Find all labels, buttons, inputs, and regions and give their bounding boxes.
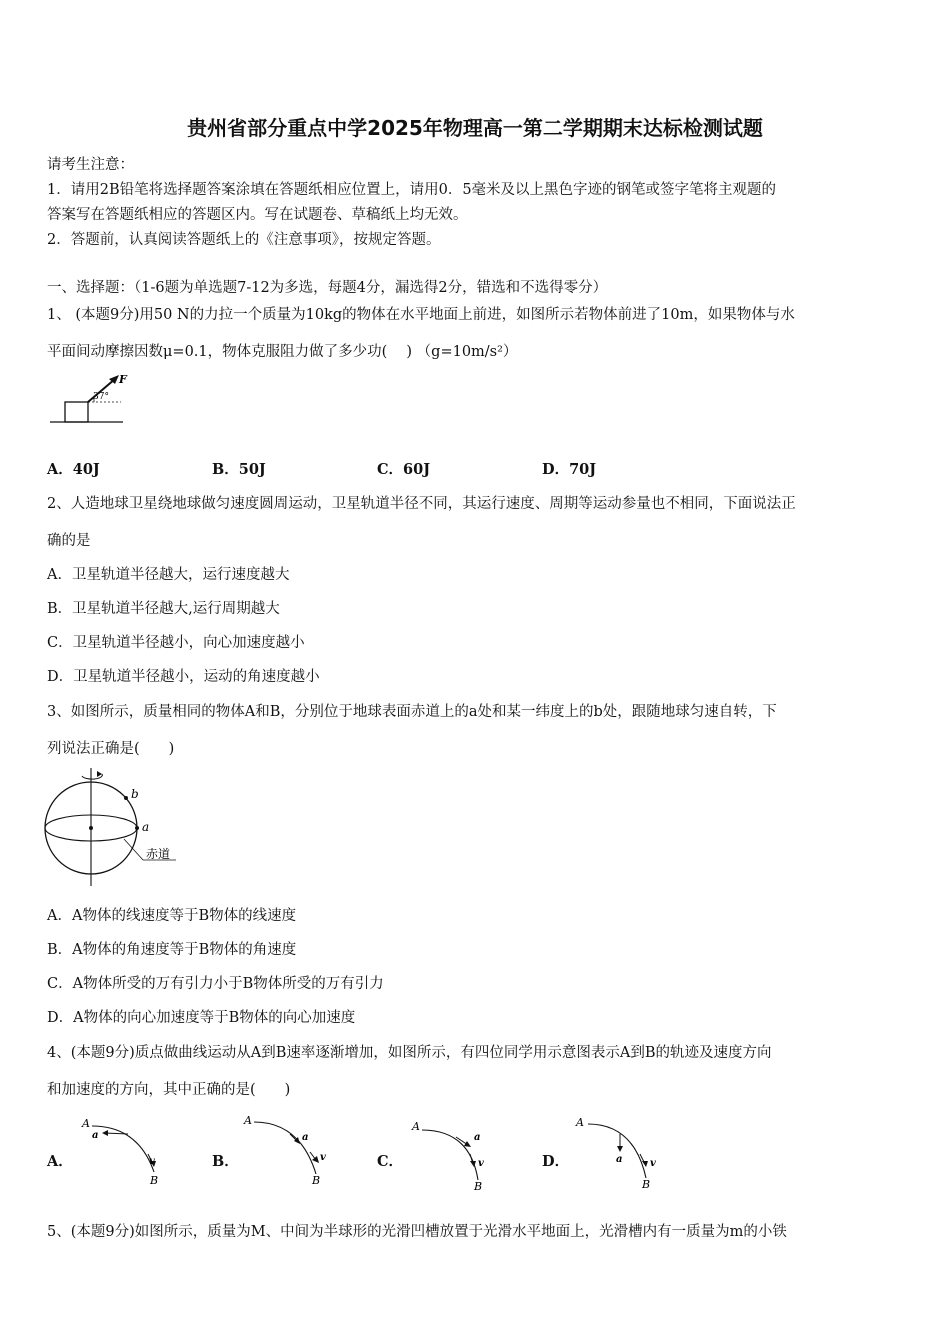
q4d-label-v: v xyxy=(650,1158,656,1169)
q4a-label-a: a xyxy=(92,1130,99,1141)
q3-fig-label-equator: 赤道 xyxy=(146,847,171,861)
notice-line-2: 答案写在答题纸相应的答题区内。写在试题卷、草稿纸上均无效。 xyxy=(47,207,468,223)
q3-fig-label-a: a xyxy=(142,820,150,834)
q2-option-a[interactable]: A．卫星轨道半径越大，运行速度越大 xyxy=(47,567,290,583)
q4a-label-B: B xyxy=(150,1174,159,1187)
q1-fig-label-F: F xyxy=(119,373,127,386)
q4a-label-A: A xyxy=(82,1117,90,1130)
notice-heading: 请考生注意： xyxy=(47,157,134,173)
q4c-label-v: v xyxy=(478,1158,484,1169)
q4-figure-b xyxy=(240,1112,330,1187)
q4-stem-line-1: 4、(本题9分)质点做曲线运动从A到B速率逐渐增加，如图所示，有四位同学用示意图表示A到B的轨迹及速度方向 xyxy=(47,1045,772,1061)
q4d-label-A: A xyxy=(576,1116,584,1129)
q3-option-d[interactable]: D．A物体的向心加速度等于B物体的向心加速度 xyxy=(47,1010,356,1026)
q4a-label-v: v xyxy=(149,1156,155,1167)
q2-stem-line-1: 2、人造地球卫星绕地球做匀速度圆周运动，卫星轨道半径不同，其运行速度、周期等运动参量也不相同，下面说法正 xyxy=(47,496,796,512)
q3-option-c[interactable]: C．A物体所受的万有引力小于B物体所受的万有引力 xyxy=(47,976,384,992)
q4d-label-B: B xyxy=(642,1178,651,1191)
q3-option-b[interactable]: B．A物体的角速度等于B物体的角速度 xyxy=(47,942,297,958)
q1-option-b[interactable]: B．50J xyxy=(212,461,266,478)
q4d-label-a: a xyxy=(616,1154,623,1165)
q3-option-a[interactable]: A．A物体的线速度等于B物体的线速度 xyxy=(47,908,297,924)
q1-block-force-figure xyxy=(47,368,137,428)
q4-option-b[interactable]: B． xyxy=(212,1153,239,1170)
q2-option-b[interactable]: B．卫星轨道半径越大,运行周期越大 xyxy=(47,601,280,617)
q4b-label-B: B xyxy=(312,1174,321,1187)
q5-stem-line-1: 5、(本题9分)如图所示，质量为M、中间为半球形的光滑凹槽放置于光滑水平地面上，光滑槽内有一质量为m的小铁 xyxy=(47,1224,787,1240)
q4-figure-d xyxy=(570,1112,670,1192)
q3-stem-line-2: 列说法正确是( ) xyxy=(47,741,175,757)
q3-earth-figure xyxy=(40,764,190,890)
q4b-label-A: A xyxy=(244,1114,252,1127)
q4-figure-a xyxy=(78,1112,168,1187)
section-heading: 一、选择题：（1-6题为单选题7-12为多选，每题4分，漏选得2分，错选和不选得零分） xyxy=(47,280,608,296)
q1-stem-line-2: 平面间动摩擦因数μ=0.1，物体克服阻力做了多少功( ) （g=10m/s²） xyxy=(47,344,518,360)
q4c-label-B: B xyxy=(474,1180,483,1192)
q2-option-c[interactable]: C．卫星轨道半径越小，向心加速度越小 xyxy=(47,635,305,651)
q4b-label-v: v xyxy=(320,1152,326,1163)
q4b-label-a: a xyxy=(302,1132,309,1143)
q1-option-c[interactable]: C．60J xyxy=(377,461,431,478)
notice-line-1: 1．请用2B铅笔将选择题答案涂填在答题纸相应位置上，请用0．5毫米及以上黑色字迹的钢笔或签字笔将主观题的 xyxy=(47,182,777,198)
page-title: 贵州省部分重点中学2025年物理高一第二学期期末达标检测试题 xyxy=(187,116,763,140)
q4-stem-line-2: 和加速度的方向，其中正确的是( ) xyxy=(47,1082,291,1098)
q2-option-d[interactable]: D．卫星轨道半径越小，运动的角速度越小 xyxy=(47,669,320,685)
q3-stem-line-1: 3、如图所示，质量相同的物体A和B，分别位于地球表面赤道上的a处和某一纬度上的b处，跟随地球匀速自转，下 xyxy=(47,704,777,720)
q4c-label-A: A xyxy=(412,1120,420,1133)
q4-option-c[interactable]: C． xyxy=(377,1153,404,1170)
q1-option-d[interactable]: D．70J xyxy=(542,461,597,478)
q4c-label-a: a xyxy=(474,1132,481,1143)
q2-stem-line-2: 确的是 xyxy=(47,533,91,549)
q4-figure-c xyxy=(406,1112,496,1192)
notice-line-3: 2．答题前，认真阅读答题纸上的《注意事项》，按规定答题。 xyxy=(47,232,441,248)
q1-stem-line-1: 1、 (本题9分)用50 N的力拉一个质量为10kg的物体在水平地面上前进，如图所示若物体前进了10m，如果物体与水 xyxy=(47,307,795,323)
q3-fig-label-b: b xyxy=(131,787,139,801)
q1-option-a[interactable]: A．40J xyxy=(47,461,100,478)
q4-option-a[interactable]: A． xyxy=(47,1153,73,1170)
q1-fig-label-angle: 37° xyxy=(93,392,109,402)
q4-option-d[interactable]: D． xyxy=(542,1153,570,1170)
